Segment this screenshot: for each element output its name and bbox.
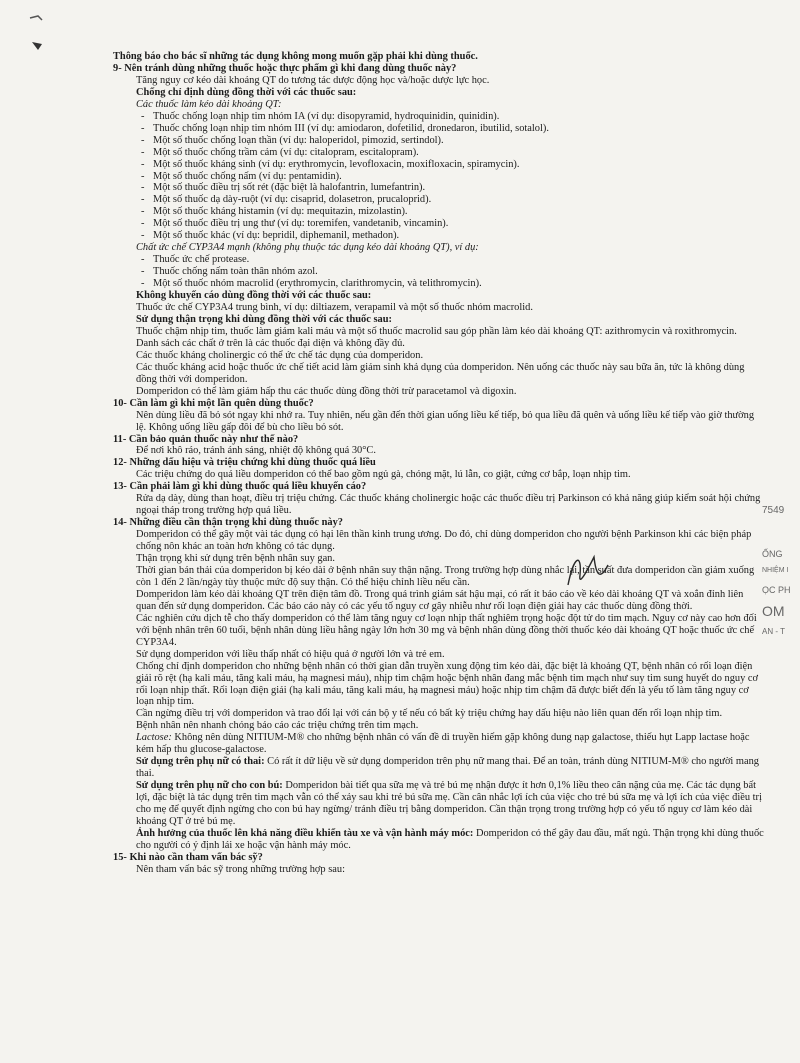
- lactose-label: Lactose:: [136, 732, 172, 744]
- list-item: - Một số thuốc khác (ví dụ: bepridil, diphemanil, methadon).: [141, 230, 400, 242]
- stamp-text: OM: [762, 603, 785, 619]
- list-item: - Một số thuốc nhóm macrolid (erythromycin, clarithromycin, và telithromycin).: [141, 278, 482, 290]
- s9-contra-title: Chống chỉ định dùng đồng thời với các thuốc sau:: [136, 86, 357, 98]
- breastfeeding-label: Sử dụng trên phụ nữ cho con bú:: [136, 780, 283, 792]
- s14-para: Domperidon làm kéo dài khoảng QT trên điện tâm đồ. Trong quá trình giám sát hậu mại, có rất ít báo cáo về kéo dài khoảng QT và xoắn đỉnh liên quan đến sử dụng domperidon. Các báo cáo này có các yếu tố nguy cơ gây nhiễu như rối loạn điện giải hay các thuốc dùng đồng thời.: [136, 588, 744, 612]
- s11-text: Để nơi khô ráo, tránh ánh sáng, nhiệt độ không quá 30°C.: [136, 445, 376, 457]
- s9-cyp-title: Chất ức chế CYP3A4 mạnh (không phụ thuộc tác dụng kéo dài khoảng QT), ví dụ:: [136, 242, 479, 254]
- s9-p2: Các thuốc kháng cholinergic có thể ức chế tác dụng của domperidon.: [136, 349, 424, 361]
- list-item: - Thuốc chống nấm toàn thân nhóm azol.: [141, 266, 318, 278]
- list-item: - Thuốc chống loạn nhịp tim nhóm IA (ví dụ: disopyramid, hydroquinidin, quinidin).: [141, 110, 500, 122]
- s9-p1: Danh sách các chất ở trên là các thuốc đại diện và không đầy đủ.: [136, 337, 405, 349]
- partial-stamp: [760, 505, 800, 685]
- s14-para: Domperidon có thể gây một vài tác dụng có hại lên thần kinh trung ương. Do đó, chỉ dùng domperidon cho người bệnh Parkinson khi các biện pháp chống nôn khác an toàn hơn không có tác dụng.: [136, 529, 752, 553]
- s14-para: Thời gian bán thải của domperidon bị kéo dài ở bệnh nhân suy thận nặng. Trong trường hợp dùng nhắc lại, tần suất đưa domperidon cần giảm xuống còn 1 đến 2 lần/ngày tùy thuộc mức độ suy thận. Có thể hiệu chỉnh liều nếu cần.: [136, 564, 755, 588]
- s13-text: Rửa dạ dày, dùng than hoạt, điều trị triệu chứng. Các thuốc kháng cholinergic hoặc các thuốc điều trị Parkinson có khả năng giúp kiểm soát hội chứng ngoại tháp trong trường hợp quá liều.: [136, 493, 761, 517]
- s9-p4: Domperidon có thể làm giảm hấp thu các thuốc dùng đồng thời trừ paracetamol và digoxin.: [136, 385, 517, 397]
- stamp-text: AN - T: [762, 627, 785, 636]
- s14-para: Thận trọng khi sử dụng trên bệnh nhân suy gan.: [136, 553, 335, 565]
- handwritten-signature: [560, 545, 620, 595]
- s14-driving: [113, 828, 766, 852]
- leaflet-content: [113, 51, 766, 876]
- s9-qt-title: Các thuốc làm kéo dài khoảng QT:: [136, 98, 282, 110]
- section-9-heading: 9- Nên tránh dùng những thuốc hoặc thực phẩm gì khi đang dùng thuốc này?: [113, 62, 457, 74]
- section-11-heading: 11- Cần bảo quản thuốc này như thế nào?: [113, 433, 299, 445]
- s9-not-recommended-text: Thuốc ức chế CYP3A4 trung bình, ví dụ: diltiazem, verapamil và một số thuốc nhóm macrolid.: [136, 302, 533, 314]
- s10-text: Nên dùng liều đã bỏ sót ngay khi nhớ ra. Tuy nhiên, nếu gần đến thời gian uống liều kế tiếp, bỏ qua liều đã quên và uống liều kế tiếp vào giờ thường lệ. Không uống liều gấp đôi để bù cho liều bỏ sót.: [136, 409, 755, 433]
- s14-para: Bệnh nhân nên nhanh chóng báo cáo các triệu chứng trên tim mạch.: [136, 720, 419, 732]
- driving-text: Domperidon có thể gây đau đầu, mất ngủ. Thận trọng khi dùng thuốc cho người có ý định lái xe hoặc vận hành máy móc.: [136, 827, 764, 851]
- s12-text: Các triệu chứng do quá liều domperidon có thể bao gồm ngủ gà, chóng mặt, lú lẫn, co giật, cứng cơ bắp, loạn nhịp tim.: [136, 469, 631, 481]
- s9-caution-text: Thuốc chậm nhịp tim, thuốc làm giảm kali máu và một số thuốc macrolid sau góp phần làm kéo dài khoảng QT: azithromycin và roxithromycin.: [136, 325, 737, 337]
- list-item: - Một số thuốc dạ dày-ruột (ví dụ: cisaprid, dolasetron, prucaloprid).: [141, 194, 432, 206]
- list-item: - Một số thuốc chống nấm (ví dụ: pentamidin).: [141, 170, 342, 182]
- s14-para: Sử dụng domperidon với liều thấp nhất có hiệu quả ở người lớn và trẻ em.: [136, 648, 445, 660]
- stamp-text: 7549: [762, 505, 785, 516]
- stamp-text: ỌC PH: [762, 585, 791, 595]
- list-item: - Một số thuốc điều trị ung thư (ví dụ: toremifen, vandetanib, vincamin).: [141, 218, 449, 230]
- s9-line1: Tăng nguy cơ kéo dài khoảng QT do tương tác dược động học và/hoặc dược lực học.: [136, 74, 490, 86]
- s9-not-recommended-title: Không khuyến cáo dùng đồng thời với các thuốc sau:: [136, 290, 372, 302]
- section-15-heading: 15- Khi nào cần tham vấn bác sỹ?: [113, 851, 263, 863]
- section-12-heading: 12- Những dấu hiệu và triệu chứng khi dùng thuốc quá liều: [113, 457, 376, 469]
- section-10-heading: 10- Cần làm gì khi một lần quên dùng thuốc?: [113, 397, 314, 409]
- stamp-text: ỐNG: [762, 549, 783, 559]
- list-item: - Một số thuốc kháng sinh (ví dụ: erythromycin, levofloxacin, moxifloxacin, spiramycin).: [141, 158, 520, 170]
- s14-breastfeeding: [113, 780, 766, 828]
- list-item: - Một số thuốc chống loạn thần (ví dụ: haloperidol, pimozid, sertindol).: [141, 134, 444, 146]
- s14-para: Các nghiên cứu dịch tễ cho thấy domperidon có thể làm tăng nguy cơ loạn nhịp thất nghiêm trọng hoặc đột tử do tim mạch. Nguy cơ này cao hơn đối với bệnh nhân trên 60 tuổi, bệnh nhân dùng liều hằng ngày lớn hơn 30 mg và bệnh nhân dùng đồng thời thuốc kéo dài khoảng QT hoặc thuốc ức chế CYP3A4.: [136, 612, 757, 648]
- driving-label: Ảnh hưởng của thuốc lên khả năng điều khiển tàu xe và vận hành máy móc:: [136, 827, 474, 839]
- pregnancy-text: Có rất ít dữ liệu về sử dụng domperidon trên phụ nữ mang thai. Để an toàn, tránh dùng NITIUM-M® cho người mang thai.: [136, 756, 760, 780]
- s14-pregnancy: [113, 756, 766, 780]
- breastfeeding-text: Domperidon bài tiết qua sữa mẹ và trẻ bú mẹ nhận được ít hơn 0,1% liều theo cân nặng của mẹ. Các tác dụng bất lợi, đặc biệt là tác dụng trên tim mạch vẫn có thể xảy sau khi trẻ bú sữa mẹ. Cần cân nhắc lợi ích của việc cho trẻ bú sữa mẹ và lợi ích của việc điều trị cho mẹ để quyết định ngừng cho con bú hay ngừng/ tránh điều trị bằng domperidon. Cần thận trọng trong trường hợp có yếu tố nguy cơ làm kéo dài khoảng QT ở trẻ bú mẹ.: [136, 780, 762, 827]
- s14-para: Chống chỉ định domperidon cho những bệnh nhân có thời gian dẫn truyền xung động tim kéo dài, đặc biệt là khoảng QT, bệnh nhân có rối loạn điện giải rõ rệt (hạ kali máu, tăng kali máu, hạ magnesi máu), nhịp tim chậm hoặc bệnh nhân đang mắc bệnh tim mạch như suy tim sung huyết do nguy cơ rối loạn nhịp thất. Rối loạn điện giải (hạ kali máu, tăng kali máu, hạ magnesi máu) hoặc nhịp tim chậm đã được biết đến là yếu tố làm tăng nguy cơ loạn nhịp tim.: [136, 660, 759, 708]
- lactose-text: Không nên dùng NITIUM-M® cho những bệnh nhân có vấn đề di truyền hiếm gặp không dung nạp galactose, thiếu hụt Lapp lactase hoặc kém hấp thu glucose-galactose.: [136, 732, 750, 756]
- scan-corner-mark: [28, 14, 52, 54]
- list-item: - Một số thuốc kháng histamin (ví dụ: mequitazin, mizolastin).: [141, 206, 408, 218]
- s14-lactose: [113, 732, 766, 756]
- list-item: - Một số thuốc chống trầm cảm (ví dụ: citalopram, escitalopram).: [141, 146, 419, 158]
- cyp-drug-list: [113, 254, 766, 290]
- s9-p3: Các thuốc kháng acid hoặc thuốc ức chế tiết acid làm giảm sinh khả dụng của domperidon. Nên uống các thuốc này sau bữa ăn, tức là không dùng đồng thời với domperidon.: [136, 361, 745, 385]
- stamp-text: NHIỆM I: [762, 567, 789, 574]
- s14-para: Cần ngừng điều trị với domperidon và trao đổi lại với cán bộ y tế nếu có bất kỳ triệu chứng hay dấu hiệu nào liên quan đến rối loạn nhịp tim.: [136, 708, 723, 720]
- s9-caution-title: Sử dụng thận trọng khi dùng đồng thời với các thuốc sau:: [136, 313, 392, 325]
- section-14-heading: 14- Những điều cần thận trọng khi dùng thuốc này?: [113, 517, 343, 529]
- list-item: - Thuốc chống loạn nhịp tim nhóm III (ví dụ: amiodaron, dofetilid, dronedaron, ibutilid, sotalol).: [141, 122, 549, 134]
- intro-line: Thông báo cho bác sĩ những tác dụng không mong muốn gặp phải khi dùng thuốc.: [113, 51, 478, 62]
- section-13-heading: 13- Cần phải làm gì khi dùng thuốc quá liều khuyến cáo?: [113, 481, 367, 493]
- s15-text: Nên tham vấn bác sỹ trong những trường hợp sau:: [136, 863, 345, 875]
- qt-drug-list: [113, 111, 766, 242]
- list-item: - Thuốc ức chế protease.: [141, 254, 250, 266]
- list-item: - Một số thuốc điều trị sốt rét (đặc biệt là halofantrin, lumefantrin).: [141, 182, 426, 194]
- pregnancy-label: Sử dụng trên phụ nữ có thai:: [136, 756, 265, 768]
